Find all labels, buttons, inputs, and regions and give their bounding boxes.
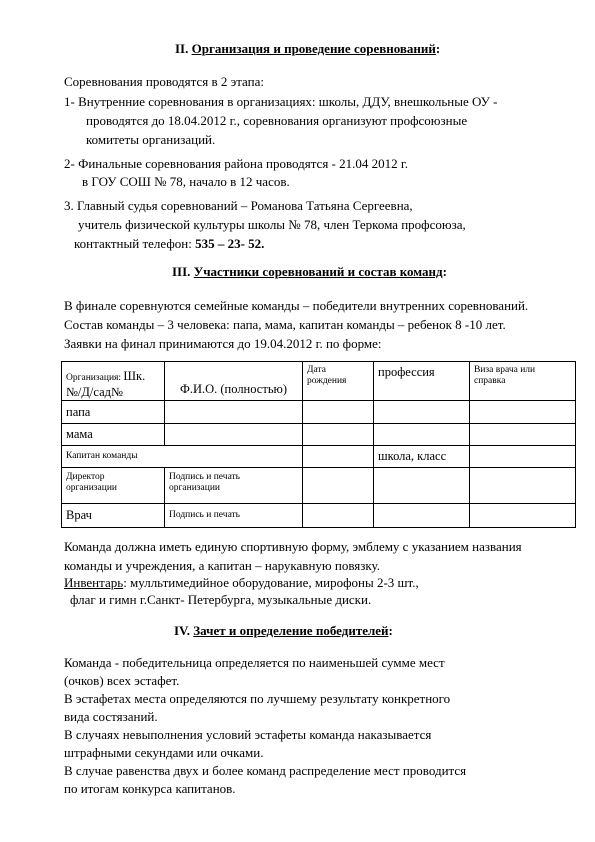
table-row (62, 468, 576, 504)
section-4-title: Зачет и определение победителей (193, 623, 389, 638)
table-header-row (62, 362, 576, 401)
chief-judge-line-2: учитель физической культуры школы № 78, член Теркома профсоюза, (78, 217, 466, 232)
contact-phone-line (74, 237, 264, 250)
header-organization: Организация: Шк. №/Д/сад№ (62, 362, 165, 401)
uniform-line-1: Команда должна иметь единую спортивную форму, эмблему с указанием названия (64, 539, 522, 554)
equipment-line-2: флаг и гимн г.Санкт- Петербурга, музыкальные диски. (70, 592, 372, 607)
uniform-line-2: команды и учреждения, а капитан – нарукавную повязку. (64, 558, 380, 573)
section-4-number: IV. (174, 623, 194, 638)
scoring-line-3: В эстафетах места определяются по лучшему результату конкретного (64, 691, 451, 706)
stage-2-line-1: 2- Финальные соревнования района проводятся - 21.04 2012 г. (64, 156, 409, 171)
section-3-title: Участники соревнований и состав команд (193, 264, 443, 279)
row-label-doctor: Врач (62, 504, 165, 528)
stage-1-line-1: 1- Внутренние соревнования в организациях: школы, ДДУ, внешкольные ОУ - (64, 94, 498, 109)
section-2-colon: : (435, 41, 441, 56)
equipment-label: Инвентарь (64, 575, 124, 590)
section-3-heading (172, 265, 447, 278)
row-label-mama: мама (62, 424, 165, 446)
contact-phone-number: 535 – 23- 52. (195, 236, 265, 251)
section-2-heading (175, 42, 440, 55)
row-label-director: Директор организации (62, 468, 165, 504)
cell-school-class: школа, класс (374, 446, 470, 468)
section-3-colon: : (442, 264, 447, 279)
equipment-text: : мулльтимедийное оборудование, мирофоны 2-3 шт., (123, 575, 419, 590)
participants-line-3: Заявки на финал принимаются до 19.04.2012 г. по форме: (64, 336, 382, 351)
scoring-line-7: В случае равенства двух и более команд распределение мест проводится (64, 763, 467, 778)
section-4-heading (174, 624, 393, 637)
section-3-number: III. (172, 264, 194, 279)
table-row (62, 504, 576, 528)
stage-2-line-2: в ГОУ СОШ № 78, начало в 12 часов. (82, 174, 290, 189)
scoring-line-5: В случаях невыполнения условий эстафеты команда наказывается (64, 727, 432, 742)
cell-signature-doctor: Подпись и печать (165, 504, 303, 528)
participants-line-1: В финале соревнуются семейные команды – победители внутренних соревнований. (64, 298, 529, 313)
table-row (62, 424, 576, 446)
scoring-line-2: (очков) всех эстафет. (64, 673, 180, 688)
participants-line-2: Состав команды – 3 человека: папа, мама, капитан команды – ребенок 8 -10 лет. (64, 317, 506, 332)
section-2-number: II. (175, 41, 192, 56)
stages-intro: Соревнования проводятся в 2 этапа: (64, 74, 264, 89)
equipment-line (64, 576, 419, 589)
cell-signature-organization: Подпись и печать организации (165, 468, 303, 504)
table-row (62, 401, 576, 424)
scoring-line-6: штрафными секундами или очками. (64, 745, 264, 760)
section-4-colon: : (388, 623, 393, 638)
row-label-captain: Капитан команды (62, 446, 303, 468)
chief-judge-line-1: 3. Главный судья соревнований – Романова Татьяна Сергеевна, (64, 198, 413, 213)
header-doctor-visa: Виза врача или справка (470, 362, 576, 401)
row-label-papa: папа (62, 401, 165, 424)
header-profession: профессия (374, 362, 470, 401)
scoring-line-8: по итогам конкурса капитанов. (64, 781, 236, 796)
header-full-name: Ф.И.О. (полностью) (165, 362, 303, 401)
stage-1-line-2: проводятся до 18.04.2012 г., соревнования организуют профсоюзные (86, 113, 468, 128)
application-form-table (61, 361, 576, 528)
section-2-title: Организация и проведение соревнований (191, 41, 436, 56)
scoring-line-4: вида состязаний. (64, 709, 158, 724)
contact-phone-label: контактный телефон: (74, 236, 196, 251)
header-birth-date: Дата рождения (303, 362, 374, 401)
scoring-line-1: Команда - победительница определяется по наименьшей сумме мест (64, 655, 445, 670)
stage-1-line-3: комитеты организаций. (86, 132, 216, 147)
table-row (62, 446, 576, 468)
